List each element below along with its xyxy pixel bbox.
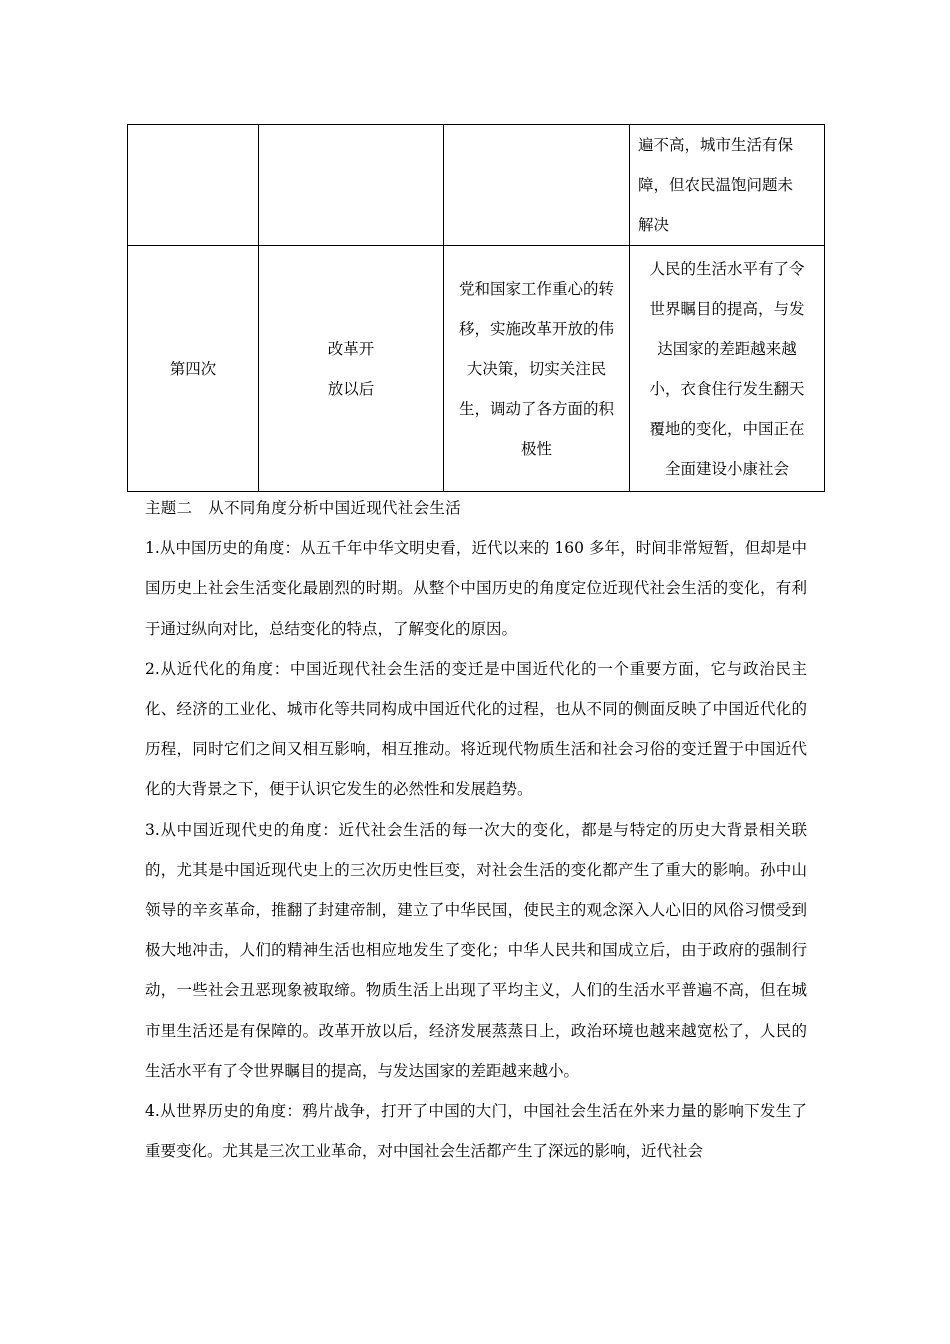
table-cell-result: 遍不高，城市生活有保 障，但农民温饱问题未 解决	[630, 125, 825, 246]
section-heading: 主题二 从不同角度分析中国近现代社会生活	[145, 499, 462, 517]
paragraph-4: 4.从世界历史的角度：鸦片战争，打开了中国的大门，中国社会生活在外来力量的影响下发生了重要变化。尤其是三次工业革命，对中国社会生活都产生了深远的影响，近代社会	[145, 1102, 807, 1161]
section-content	[145, 488, 807, 1171]
table-cell-cause	[444, 125, 630, 246]
table-cell-stage: 第四次	[128, 246, 259, 492]
table-cell-cause: 党和国家工作重心的转 移，实施改革开放的伟 大决策，切实关注民 生，调动了各方面的积 极性	[444, 246, 630, 492]
table-row-continued	[128, 125, 825, 246]
table-cell-period	[259, 125, 444, 246]
table-cell-period: 改革开 放以后	[259, 246, 444, 492]
table-row-fourth	[128, 246, 825, 492]
history-table	[127, 124, 825, 492]
paragraph-3: 3.从中国近现代史的角度：近代社会生活的每一次大的变化，都是与特定的历史大背景相关联的，尤其是中国近现代史上的三次历史性巨变，对社会生活的变化都产生了重大的影响。孙中山领导的辛亥革命，推翻了封建帝制，建立了中华民国，使民主的观念深入人心旧的风俗习惯受到极大地冲击，人们的精神生活也相应地发生了变化；中华人民共和国成立后，由于政府的强制行动，一些社会丑恶现象被取缔。物质生活上出现了平均主义，人们的生活水平普遍不高，但在城市里生活还是有保障的。改革开放以后，经济发展蒸蒸日上，政治环境也越来越宽松了，人民的生活水平有了令世界瞩目的提高，与发达国家的差距越来越小。	[145, 820, 807, 1080]
paragraph-1: 1.从中国历史的角度：从五千年中华文明史看，近代以来的 160 多年，时间非常短暂，但却是中国历史上社会生活变化最剧烈的时期。从整个中国历史的角度定位近现代社会生活的变化，有利于通过纵向对比，总结变化的特点，了解变化的原因。	[145, 539, 807, 638]
table-cell-stage	[128, 125, 259, 246]
table-cell-result: 人民的生活水平有了令 世界瞩目的提高，与发 达国家的差距越来越 小，衣食住行发生翻天 覆地的变化，中国正在 全面建设小康社会	[630, 246, 825, 492]
paragraph-2: 2.从近代化的角度：中国近现代社会生活的变迁是中国近代化的一个重要方面，它与政治民主化、经济的工业化、城市化等共同构成中国近代化的过程，也从不同的侧面反映了中国近代化的历程，同时它们之间又相互影响，相互推动。将近现代物质生活和社会习俗的变迁置于中国近代化的大背景之下，便于认识它发生的必然性和发展趋势。	[145, 659, 807, 799]
